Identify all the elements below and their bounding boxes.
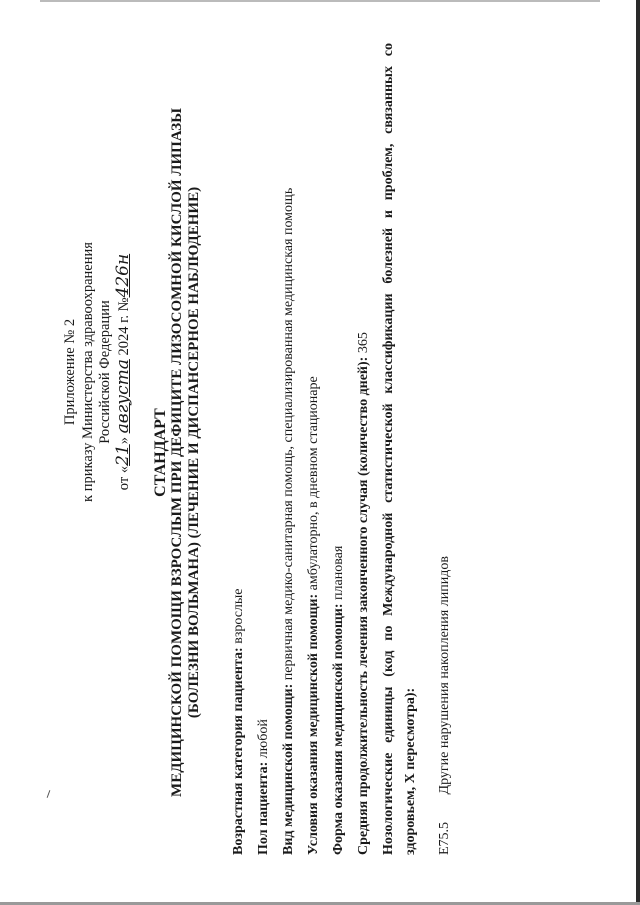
- field-conditions-value: амбулаторно, в дневном стационаре: [306, 376, 321, 594]
- field-conditions: [306, 376, 322, 855]
- field-form: [331, 546, 347, 855]
- title-line-2: МЕДИЦИНСКОЙ ПОМОЩИ ВЗРОСЛЫМ ПРИ ДЕФИЦИТЕ ЛИЗОСОМНОЙ КИСЛОЙ ЛИПАЗЫ: [169, 108, 185, 797]
- field-age-value: взрослые: [231, 588, 246, 648]
- date-month: августа: [112, 359, 133, 434]
- field-age-label: Возрастная категория пациента:: [231, 647, 246, 855]
- field-care-type: [281, 188, 297, 855]
- field-form-label: Форма оказания медицинской помощи:: [331, 603, 346, 855]
- field-care-type-label: Вид медицинской помощи:: [281, 683, 296, 855]
- field-form-value: плановая: [331, 545, 346, 604]
- appendix-country: Российской Федерации: [97, 300, 113, 444]
- title-standard: СТАНДАРТ: [152, 408, 169, 497]
- field-nosology-label: Нозологические единицы (код по Международной статистической классификации болезней и проблем, связанных со здоровьем, X пересмотра):: [381, 43, 418, 855]
- field-duration: [356, 332, 372, 855]
- field-age: [231, 588, 247, 855]
- date-prefix: от «: [115, 465, 132, 491]
- field-duration-label: Средняя продолжительность лечения законченного случая (количество дней):: [356, 356, 371, 855]
- appendix-date-line: [112, 242, 134, 502]
- order-number: 426н: [112, 253, 133, 298]
- document-title: [152, 0, 203, 905]
- date-day: 21: [112, 444, 133, 466]
- field-care-type-value: первичная медико-санитарная помощь, специализированная медицинская помощь: [281, 187, 296, 684]
- appendix-order-ref: к приказу Министерства здравоохранения: [79, 242, 96, 502]
- appendix-number: Приложение № 2: [62, 318, 78, 426]
- field-duration-value: 365: [356, 332, 371, 357]
- appendix-block: [62, 242, 133, 502]
- field-conditions-label: Условия оказания медицинской помощи:: [306, 593, 321, 855]
- field-sex-label: Пол пациента:: [256, 761, 271, 855]
- date-mid: »: [115, 433, 132, 445]
- diagnosis-row: [437, 556, 453, 855]
- field-sex: [256, 719, 272, 855]
- title-line-3: (БОЛЕЗНИ ВОЛЬМАНА) (ЛЕЧЕНИЕ И ДИСПАНСЕРНОЕ НАБЛЮДЕНИЕ): [186, 186, 202, 719]
- diagnosis-name: Другие нарушения накопления липидов: [437, 556, 452, 795]
- field-sex-value: любой: [256, 719, 271, 762]
- date-year: 2024 г. №: [115, 297, 132, 360]
- diagnosis-code: E75.5: [437, 821, 452, 855]
